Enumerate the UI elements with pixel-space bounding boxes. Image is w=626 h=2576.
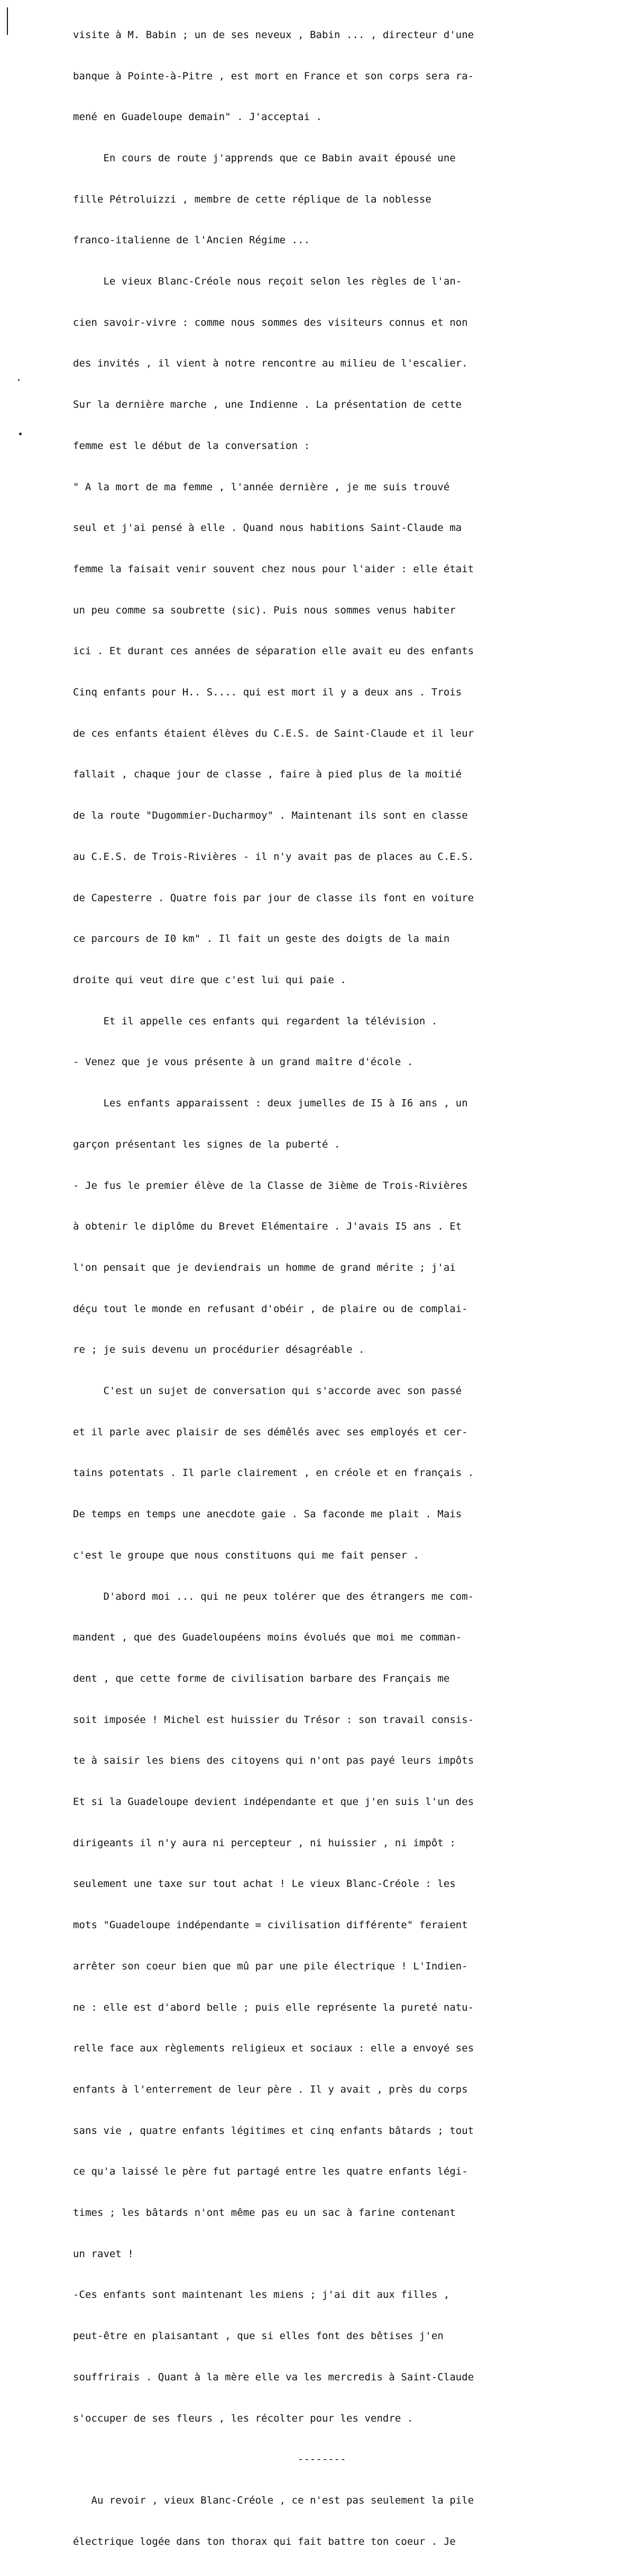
text-line: visite à M. Babin ; un de ses neveux , Babin ... , directeur d'une: [73, 29, 474, 41]
text-line: seul et j'ai pensé à elle . Quand nous habitions Saint-Claude ma: [73, 522, 462, 534]
text-line: fallait , chaque jour de classe , faire à pied plus de la moitié: [73, 768, 462, 781]
text-line: seulement une taxe sur tout achat ! Le vieux Blanc-Créole : les: [73, 1878, 456, 1890]
text-line: soit imposée ! Michel est huissier du Trésor : son travail consis-: [73, 1713, 474, 1726]
text-line: peut-être en plaisantant , que si elles font des bêtises j'en: [73, 2330, 444, 2342]
text-line: Le vieux Blanc-Créole nous reçoit selon les règles de l'an-: [73, 276, 462, 288]
text-line: au C.E.S. de Trois-Rivières - il n'y avait pas de places au C.E.S.: [73, 850, 474, 863]
text-line: sans vie , quatre enfants légitimes et cinq enfants bâtards ; tout: [73, 2124, 474, 2137]
text-line: ici . Et durant ces années de séparation elle avait eu des enfants: [73, 645, 474, 657]
margin-speck: [19, 433, 22, 435]
text-line: déçu tout le monde en refusant d'obéir , de plaire ou de complai-: [73, 1303, 468, 1315]
text-line: garçon présentant les signes de la puberté .: [73, 1138, 340, 1150]
text-line: ce parcours de I0 km" . Il fait un geste des doigts de la main: [73, 933, 450, 945]
text-line: Sur la dernière marche , une Indienne . La présentation de cette: [73, 399, 462, 411]
text-line: de Capesterre . Quatre fois par jour de classe ils font en voiture: [73, 892, 474, 904]
text-line: mené en Guadeloupe demain" . J'acceptai .: [73, 111, 323, 123]
text-line: banque à Pointe-à-Pitre , est mort en France et son corps sera ra-: [73, 70, 474, 82]
text-line: dirigeants il n'y aura ni percepteur , ni huissier , ni impôt :: [73, 1837, 456, 1849]
text-line: - Venez que je vous présente à un grand maître d'école .: [73, 1056, 413, 1068]
text-line: un peu comme sa soubrette (sic). Puis nous sommes venus habiter: [73, 604, 456, 616]
text-line: et il parle avec plaisir de ses démêlés avec ses employés et cer-: [73, 1426, 468, 1438]
text-line: mots "Guadeloupe indépendante = civilisation différente" feraient: [73, 1919, 468, 1931]
text-line: à obtenir le diplôme du Brevet Elémentaire . J'avais I5 ans . Et: [73, 1221, 462, 1233]
text-line: Et si la Guadeloupe devient indépendante et que j'en suis l'un des: [73, 1796, 474, 1808]
margin-speck: [18, 379, 20, 381]
text-line: droite qui veut dire que c'est lui qui paie .: [73, 974, 347, 986]
text-line: ce qu'a laissé le père fut partagé entre les quatre enfants légi-: [73, 2166, 468, 2178]
text-line: mandent , que des Guadeloupéens moins évolués que moi me comman-: [73, 1631, 462, 1644]
text-line: s'occuper de ses fleurs , les récolter pour les vendre .: [73, 2412, 413, 2424]
text-line: Cinq enfants pour H.. S.... qui est mort il y a deux ans . Trois: [73, 686, 462, 699]
text-line: cien savoir-vivre : comme nous sommes des visiteurs connus et non: [73, 316, 468, 328]
text-line: enfants à l'enterrement de leur père . Il y avait , près du corps: [73, 2083, 468, 2095]
text-line: souffrirais . Quant à la mère elle va les mercredis à Saint-Claude: [73, 2371, 474, 2383]
text-line: Les enfants apparaissent : deux jumelles de I5 à I6 ans , un: [73, 1097, 468, 1110]
text-line: de la route "Dugommier-Ducharmoy" . Maintenant ils sont en classe: [73, 810, 468, 822]
text-line: franco-italienne de l'Ancien Régime ...: [73, 234, 310, 246]
margin-rule: [7, 7, 8, 35]
text-line: femme la faisait venir souvent chez nous pour l'aider : elle était: [73, 563, 474, 575]
text-line: de ces enfants étaient élèves du C.E.S. de Saint-Claude et il leur: [73, 727, 474, 739]
text-line: En cours de route j'apprends que ce Babin avait épousé une: [73, 152, 456, 164]
typed-text-body: [73, 1, 623, 2576]
text-line: -Ces enfants sont maintenant les miens ; j'ai dit aux filles ,: [73, 2289, 450, 2301]
text-line: Et il appelle ces enfants qui regardent la télévision .: [73, 1015, 438, 1027]
text-line: re ; je suis devenu un procédurier désagréable .: [73, 1344, 365, 1356]
text-line: c'est le groupe que nous constituons qui me fait penser .: [73, 1549, 419, 1561]
text-line: électrique logée dans ton thorax qui fait battre ton coeur . Je: [73, 2535, 456, 2547]
text-line: - Je fus le premier élève de la Classe de 3ième de Trois-Rivières: [73, 1179, 468, 1191]
text-line: l'on pensait que je deviendrais un homme de grand mérite ; j'ai: [73, 1261, 456, 1273]
text-line: tains potentats . Il parle clairement , en créole et en français .: [73, 1467, 474, 1479]
text-line: C'est un sujet de conversation qui s'accorde avec son passé: [73, 1385, 462, 1397]
text-line: femme est le début de la conversation :: [73, 439, 310, 452]
text-line: un ravet !: [73, 2248, 134, 2260]
text-line: relle face aux règlements religieux et sociaux : elle a envoyé ses: [73, 2042, 474, 2055]
text-line: ne : elle est d'abord belle ; puis elle représente la pureté natu-: [73, 2001, 474, 2013]
text-line: " A la mort de ma femme , l'année dernière , je me suis trouvé: [73, 481, 450, 493]
text-line: des invités , il vient à notre rencontre au milieu de l'escalier.: [73, 357, 468, 370]
text-line: times ; les bâtards n'ont même pas eu un sac à farine contenant: [73, 2207, 456, 2219]
text-line: fille Pétroluizzi , membre de cette réplique de la noblesse: [73, 193, 431, 205]
text-line: D'abord moi ... qui ne peux tolérer que des étrangers me com-: [73, 1590, 474, 1602]
text-line: te à saisir les biens des citoyens qui n'ont pas payé leurs impôts: [73, 1755, 474, 1767]
text-line: arrêter son coeur bien que mû par une pile électrique ! L'Indien-: [73, 1960, 468, 1972]
text-line: Au revoir , vieux Blanc-Créole , ce n'est pas seulement la pile: [73, 2495, 474, 2506]
text-line: De temps en temps une anecdote gaie . Sa faconde me plait . Mais: [73, 1508, 462, 1520]
text-line: dent , que cette forme de civilisation barbare des Français me: [73, 1672, 450, 1684]
section-separator: --------: [298, 2453, 346, 2465]
